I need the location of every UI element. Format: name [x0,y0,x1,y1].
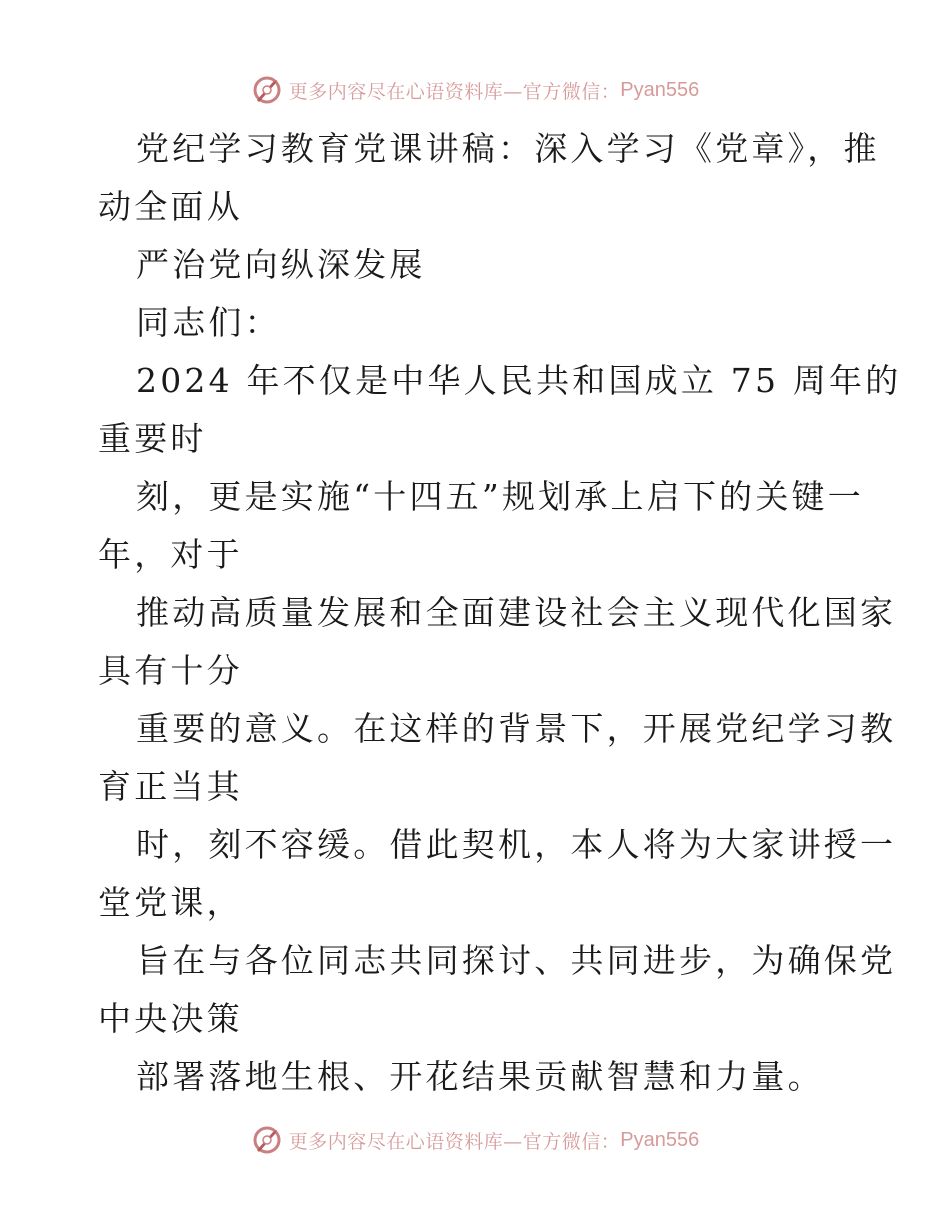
watermark-text: 更多内容尽在心语资料库—官方微信： [288,1130,621,1153]
paragraph-line: 时，刻不容缓。借此契机，本人将为大家讲授一 [136,825,897,864]
title-line-1: 党纪学习教育党课讲稿：深入学习《党章》，推 [136,129,880,168]
paragraph-line: 部署落地生根、开花结果贡献智慧和力量。 [136,1057,824,1096]
feather-logo-icon [251,74,283,106]
salutation: 同志们： [136,303,281,342]
paragraph-line: 刻，更是实施“十四五”规划承上启下的关键一 [136,477,864,516]
paragraph-line: 堂党课， [98,883,243,922]
paragraph-line: 重要时 [98,419,207,458]
paragraph-line: 重要的意义。在这样的背景下，开展党纪学习教 [136,709,897,748]
paragraph-line: 2024 年不仅是中华人民共和国成立 75 周年的 [136,361,902,400]
paragraph-line: 育正当其 [98,767,243,806]
paragraph-line: 年，对于 [98,535,243,574]
paragraph-line: 中央决策 [98,999,243,1038]
watermark-text: 更多内容尽在心语资料库—官方微信： [288,80,621,103]
paragraph-line: 具有十分 [98,651,243,690]
watermark-wechat-id: Pyan556 [620,1128,700,1151]
paragraph-line: 旨在与各位同志共同探讨、共同进步，为确保党 [136,941,897,980]
watermark-footer [0,1120,950,1160]
watermark-wechat-id: Pyan556 [620,78,700,101]
paragraph-line: 推动高质量发展和全面建设社会主义现代化国家 [136,593,897,632]
watermark-header [0,70,950,110]
title-line-3: 严治党向纵深发展 [136,245,426,284]
feather-logo-icon [251,1124,283,1156]
title-line-2: 动全面从 [98,187,243,226]
